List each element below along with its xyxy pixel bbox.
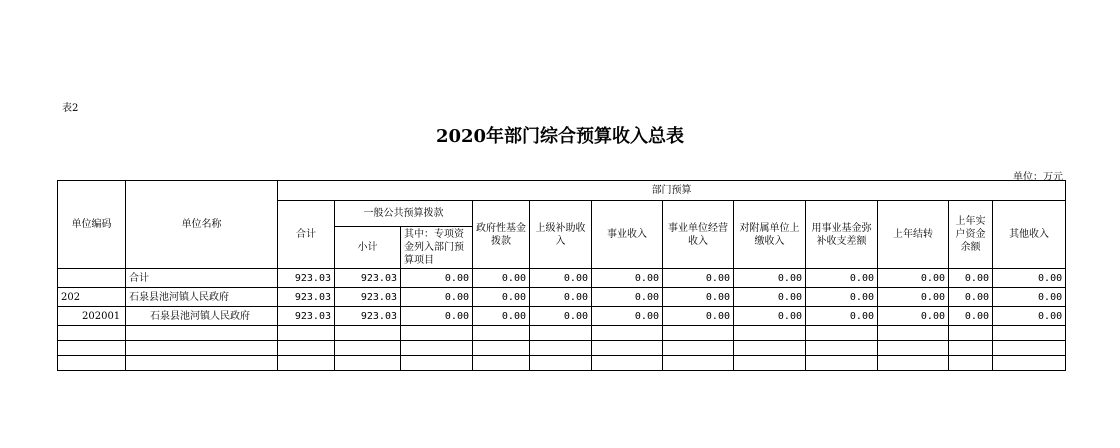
header-affiliated-income: 对附属单位上缴收入: [734, 201, 806, 269]
cell-name: 石泉县池河镇人民政府: [126, 288, 278, 307]
cell-value: 0.00: [401, 307, 473, 326]
header-unit-code: 单位编码: [58, 181, 126, 269]
header-other-income: 其他收入: [993, 201, 1066, 269]
cell-value: 0.00: [530, 307, 592, 326]
cell-value: 0.00: [401, 269, 473, 288]
cell-name: 合计: [126, 269, 278, 288]
cell-value: 0.00: [663, 307, 734, 326]
header-dept-budget: 部门预算: [278, 181, 1066, 201]
cell-value: 0.00: [473, 269, 530, 288]
cell-value: 0.00: [878, 269, 949, 288]
header-gov-fund: 政府性基金拨款: [473, 201, 530, 269]
header-last-year-carry: 上年结转: [878, 201, 949, 269]
empty-row: [58, 326, 1066, 341]
header-total: 合计: [278, 201, 335, 269]
cell-value: 0.00: [949, 288, 993, 307]
cell-value: 0.00: [993, 269, 1066, 288]
header-unit-name: 单位名称: [126, 181, 278, 269]
cell-value: 0.00: [734, 288, 806, 307]
table-number: 表2: [62, 103, 79, 114]
cell-value: 923.03: [335, 269, 401, 288]
cell-value: 0.00: [663, 288, 734, 307]
cell-value: 923.03: [335, 307, 401, 326]
header-last-year-balance: 上年实户资金余额: [949, 201, 993, 269]
header-subtotal: 小计: [335, 227, 401, 269]
cell-value: 923.03: [278, 307, 335, 326]
header-business-operating: 事业单位经营收入: [663, 201, 734, 269]
cell-value: 0.00: [592, 307, 663, 326]
budget-table: [57, 180, 1066, 371]
table-row: [58, 307, 1066, 326]
cell-value: 0.00: [806, 269, 878, 288]
cell-value: 0.00: [530, 269, 592, 288]
cell-value: 0.00: [473, 288, 530, 307]
cell-code: 202: [58, 288, 126, 307]
empty-row: [58, 341, 1066, 356]
header-special-funds: 其中：专项资金列入部门预算项目: [401, 227, 473, 269]
cell-value: 0.00: [993, 288, 1066, 307]
header-business-income: 事业收入: [592, 201, 663, 269]
cell-value: 0.00: [806, 288, 878, 307]
cell-value: 0.00: [473, 307, 530, 326]
cell-value: 0.00: [401, 288, 473, 307]
cell-value: 923.03: [278, 269, 335, 288]
cell-name: 石泉县池河镇人民政府: [126, 307, 278, 326]
cell-code: 202001: [58, 307, 126, 326]
table-row-total: [58, 269, 1066, 288]
cell-code: [58, 269, 126, 288]
cell-value: 0.00: [949, 307, 993, 326]
cell-value: 0.00: [663, 269, 734, 288]
cell-value: 0.00: [592, 288, 663, 307]
cell-value: 923.03: [335, 288, 401, 307]
cell-value: 0.00: [530, 288, 592, 307]
table-row: [58, 288, 1066, 307]
cell-value: 0.00: [878, 307, 949, 326]
cell-value: 0.00: [949, 269, 993, 288]
cell-value: 0.00: [734, 269, 806, 288]
unit-label: 单位：万元: [1013, 172, 1063, 183]
cell-value: 0.00: [592, 269, 663, 288]
header-superior-subsidy: 上级补助收入: [530, 201, 592, 269]
cell-value: 0.00: [806, 307, 878, 326]
empty-row: [58, 356, 1066, 371]
cell-value: 0.00: [878, 288, 949, 307]
cell-value: 923.03: [278, 288, 335, 307]
cell-value: 0.00: [993, 307, 1066, 326]
header-fund-offset: 用事业基金弥补收支差额: [806, 201, 878, 269]
header-general-budget: 一般公共预算拨款: [335, 201, 473, 227]
page-title: 2020年部门综合预算收入总表: [435, 126, 685, 147]
cell-value: 0.00: [734, 307, 806, 326]
